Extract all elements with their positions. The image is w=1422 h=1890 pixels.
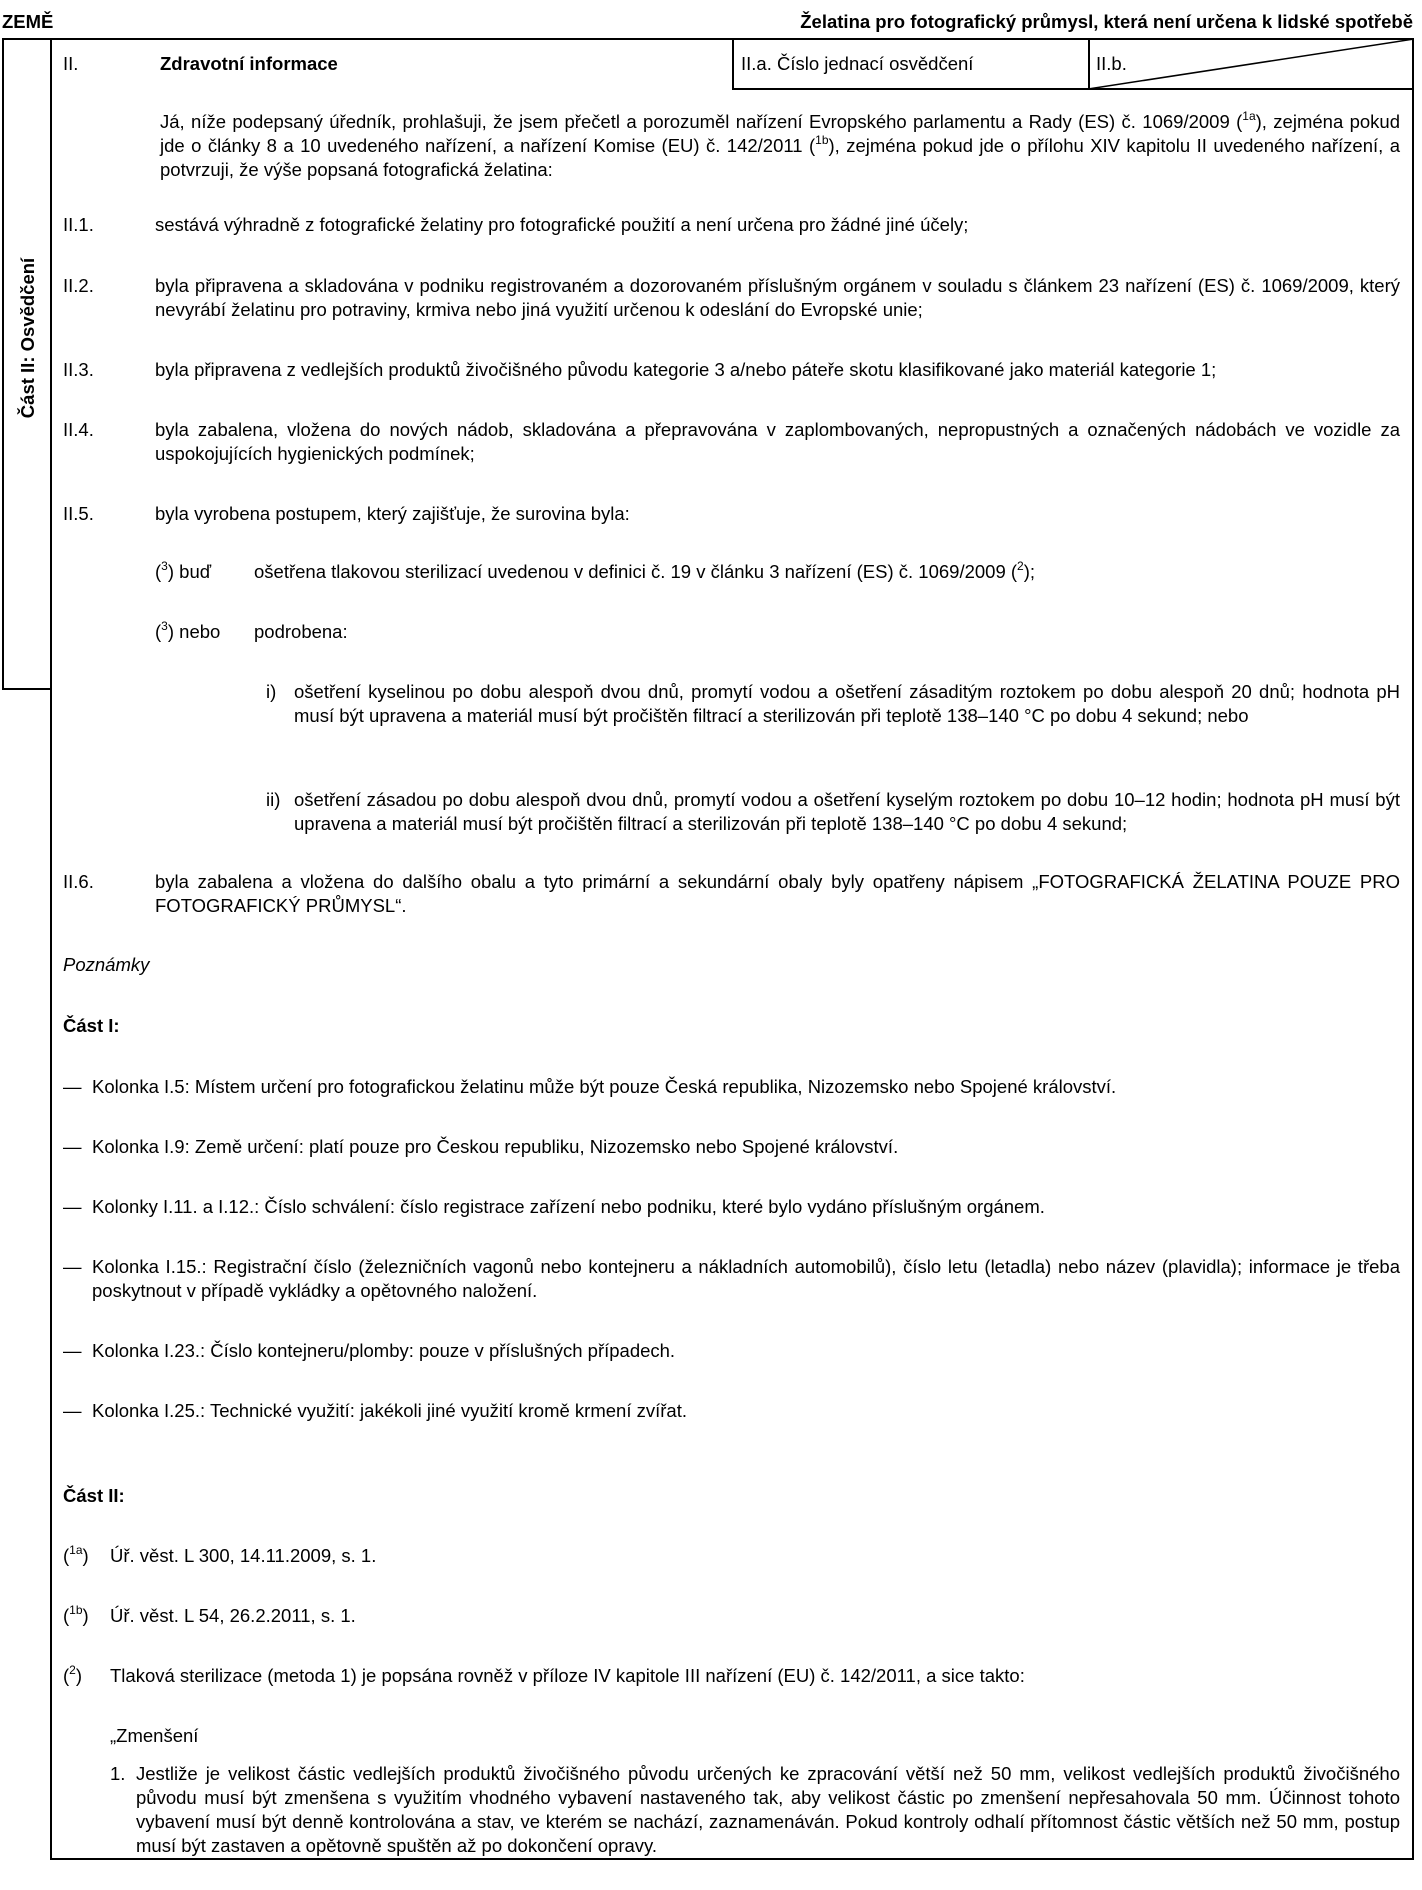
subitem-number: i) — [266, 681, 277, 702]
note-text: Kolonky I.11. a I.12.: Číslo schválení: číslo registrace zařízení nebo podniku, které bylo vydáno příslušným orgánem. — [92, 1196, 1045, 1217]
frame-right — [1412, 38, 1414, 1860]
section-number: II. — [63, 53, 79, 74]
item-number: II.3. — [63, 359, 94, 380]
note-dash: — — [63, 1076, 82, 1097]
note-dash: — — [63, 1196, 82, 1217]
option-label: ($^3$) nebo — [155, 618, 221, 642]
quote-heading: „Zmenšení — [110, 1725, 199, 1746]
frame-bottom — [50, 1858, 1414, 1860]
item-text: byla připravena a skladována v podniku registrovaném a dozorovaném příslušným orgánem v souladu s článkem 23 nařízení (ES) č. 1069/2009, který nevyrábí želatinu pro potraviny, krmiva nebo jiná využití určenou k odeslání do Evropské unie; — [155, 275, 1400, 320]
header-title: Želatina pro fotografický průmysl, která není určena k lidské spotřebě — [800, 11, 1413, 32]
option-label: ($^3$) buď — [155, 558, 212, 582]
footnote-marker: ($^{1a}$) — [63, 1542, 89, 1566]
note-text: Kolonka I.15.: Registrační číslo (železničních vagonů nebo kontejneru a nákladních automobilů), číslo letu (letadla) nebo název (plavidla); informace je třeba poskytnout v případě vykládky a opětovného naložení. — [92, 1256, 1400, 1301]
footnote-marker: ($^{1b}$) — [63, 1602, 89, 1626]
quote-item-number: 1. — [110, 1763, 126, 1784]
footnote-text: Úř. věst. L 54, 26.2.2011, s. 1. — [110, 1605, 356, 1626]
note-text: Kolonka I.5: Místem určení pro fotografickou želatinu může být pouze Česká republika, Nizozemsko nebo Spojené království. — [92, 1076, 1117, 1097]
ref-box-diagonal — [1088, 38, 1414, 90]
intro-paragraph: Já, níže podepsaný úředník, prohlašuji, že jsem přečetl a porozuměl nařízení Evropského parlamentu a Rady (ES) č. 1069/2009 ($^{1a}$), zejména pokud jde o články 8 a 10 uvedeného nařízení, a nařízení Komise (EU) č. 142/2011 ($^{1b}$), zejména pokud jde o přílohu XIV kapitolu II uvedeného nařízení, a potvrzuji, že výše popsaná fotografická želatina: — [160, 108, 1401, 180]
note-dash: — — [63, 1340, 82, 1361]
frame-left-inner — [50, 38, 52, 1860]
item-number: II.4. — [63, 419, 94, 440]
option-text: ošetřena tlakovou sterilizací uvedenou v definici č. 19 v článku 3 nařízení (ES) č. 1069/2009 ($^2$); — [254, 558, 1036, 582]
footnote-text: Úř. věst. L 300, 14.11.2009, s. 1. — [110, 1545, 377, 1566]
ref-box-left — [732, 38, 734, 90]
note-dash: — — [63, 1136, 82, 1157]
header-country: ZEMĚ — [2, 11, 54, 32]
note-text: Kolonka I.25.: Technické využití: jakékoli jiné využití kromě krmení zvířat. — [92, 1400, 687, 1421]
footnote-text: Tlaková sterilizace (metoda 1) je popsána rovněž v příloze IV kapitole III nařízení (EU) č. 142/2011, a sice takto: — [110, 1665, 1025, 1686]
footnote-marker: ($^2$) — [63, 1662, 83, 1686]
notes-heading: Poznámky — [63, 954, 150, 975]
item-text: byla zabalena, vložena do nových nádob, skladována a přepravována v zaplombovaných, nepropustných a označených nádobách ve vozidle za uspokojujících hygienických podmínek; — [155, 419, 1400, 464]
note-dash: — — [63, 1256, 82, 1277]
subitem-text: ošetření kyselinou po dobu alespoň dvou dnů, promytí vodou a ošetření zásaditým roztokem po dobu alespoň 20 dnů; hodnota pH musí být upravena a materiál musí být pročištěn filtrací a sterilizován při teplotě 138–140 °C po dobu 4 sekund; nebo — [294, 681, 1400, 726]
note-text: Kolonka I.23.: Číslo kontejneru/plomby: pouze v příslušných případech. — [92, 1340, 676, 1361]
option-text: podrobena: — [254, 621, 348, 642]
item-text: byla zabalena a vložena do dalšího obalu a tyto primární a sekundární obaly byly opatřeny nápisem „FOTOGRAFICKÁ ŽELATINA POUZE PRO FOTOGRAFICKÝ PRŮMYSL“. — [155, 871, 1400, 916]
subitem-number: ii) — [266, 789, 281, 810]
item-number: II.6. — [63, 871, 94, 892]
item-number: II.2. — [63, 275, 94, 296]
ref-label-a: II.a. Číslo jednací osvědčení — [741, 53, 974, 74]
note-dash: — — [63, 1400, 82, 1421]
quote-item-text: Jestliže je velikost částic vedlejších produktů živočišného původu určených ke zpracování větší než 50 mm, velikost vedlejších produktů živočišného původu musí být zmenšena s využitím vhodného vybavení nastaveného tak, aby velikost částic po zmenšení nepřesahovala 50 mm. Účinnost tohoto vybavení musí být denně kontrolována a stav, ve kterém se nachází, zaznamenáván. Pokud kontroly odhalí přítomnost částic větších než 50 mm, postup musí být zastaven a opětovně spuštěn až po dokončení opravy. — [136, 1763, 1400, 1856]
subitem-text: ošetření zásadou po dobu alespoň dvou dnů, promytí vodou a ošetření kyselým roztokem po dobu 10–12 hodin; hodnota pH musí být upravena a materiál musí být pročištěn filtrací a sterilizován při teplotě 138–140 °C po dobu 4 sekund; — [294, 789, 1400, 834]
side-label: Část II: Osvědčení — [17, 257, 38, 419]
section-heading: Zdravotní informace — [160, 53, 338, 74]
part1-heading: Část I: — [63, 1015, 120, 1036]
part2-heading: Část II: — [63, 1485, 125, 1506]
frame-label-bottom — [2, 688, 52, 690]
item-number: II.5. — [63, 503, 94, 524]
item-text: byla vyrobena postupem, který zajišťuje, že surovina byla: — [155, 503, 630, 524]
item-text: sestává výhradně z fotografické želatiny pro fotografické použití a není určena pro žádné jiné účely; — [155, 214, 969, 235]
note-text: Kolonka I.9: Země určení: platí pouze pro Českou republiku, Nizozemsko nebo Spojené království. — [92, 1136, 899, 1157]
frame-left-outer — [2, 38, 4, 690]
item-number: II.1. — [63, 214, 94, 235]
item-text: byla připravena z vedlejších produktů živočišného původu kategorie 3 a/nebo páteře skotu klasifikované jako materiál kategorie 1; — [155, 359, 1217, 380]
ref-label-b: II.b. — [1096, 53, 1127, 74]
